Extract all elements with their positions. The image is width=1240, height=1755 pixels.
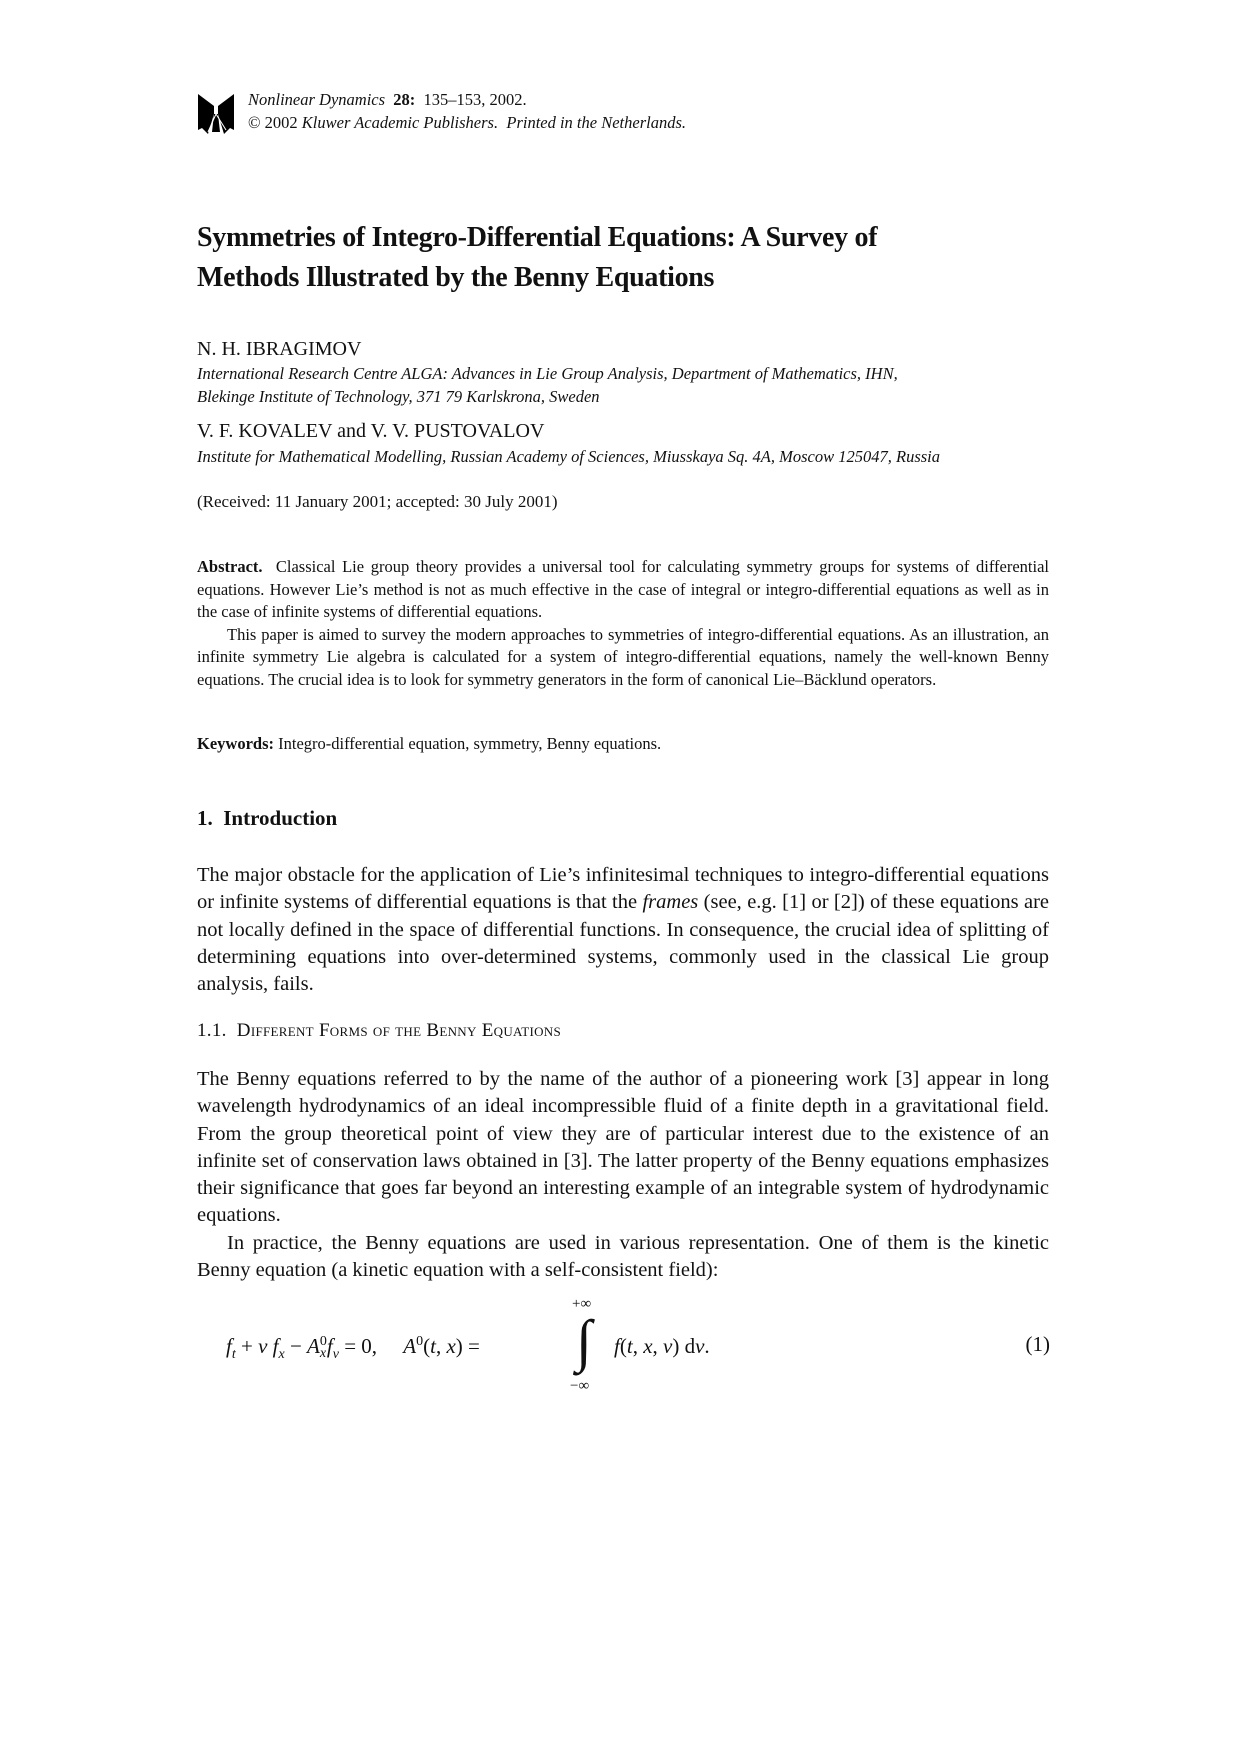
integral-sign-icon: ∫ xyxy=(576,1308,592,1373)
abstract xyxy=(197,556,1049,692)
journal-pages-year: 135–153, 2002. xyxy=(423,90,527,109)
author-1-affiliation: International Research Centre ALGA: Advances in Lie Group Analysis, Department of Mathematics, IHN, Blekinge Institute of Technology, 371 79 Karlskrona, Sweden xyxy=(197,364,898,406)
copyright: © 2002 xyxy=(248,113,298,132)
equation-number: (1) xyxy=(1025,1332,1050,1356)
subsection-paragraph-2: In practice, the Benny equations are used in various representation. One of them is the kinetic Benny equation (a kinetic equation with a self-consistent field): xyxy=(197,1231,1049,1282)
printed-in: Printed in the Netherlands. xyxy=(506,113,687,132)
keywords xyxy=(197,734,661,754)
journal-name: Nonlinear Dynamics xyxy=(248,90,386,109)
abstract-p1: Classical Lie group theory provides a universal tool for calculating symmetry groups for systems of differential equations. However Lie’s method is not as much effective in the case of integral or integro-differential equations as well as in the case of infinite systems of differential equations. xyxy=(197,557,1050,622)
title-line-1: Symmetries of Integro-Differential Equations: A Survey of xyxy=(197,222,878,253)
author-2-name: V. F. KOVALEV and V. V. PUSTOVALOV xyxy=(197,420,545,442)
introduction-paragraph: The major obstacle for the application of Lie’s infinitesimal techniques to integro-differential equations or infinite systems of differential equations is that the frames (see, e.g. [1] or [2]) of these equations are not locally defined in the space of differential functions. In consequence, the crucial idea of splitting of determining equations into over-determined systems, commonly used in the classical Lie group analysis, fails. xyxy=(197,864,1049,996)
abstract-p2: This paper is aimed to survey the modern approaches to symmetries of integro-differential equations. As an illustration, an infinite symmetry Lie algebra is calculated for a system of integro-differential equations, namely the well-known Benny equations. The crucial idea is to look for symmetry generators in the form of canonical Lie–Bäcklund operators. xyxy=(197,624,1049,689)
keywords-label: Keywords: xyxy=(197,734,274,753)
equation-kinetic: $f_t + v$ $f_x - A$ 0 x $f_v = 0$, $A^0(t$, x) = xyxy=(226,1334,480,1363)
section-heading-introduction: 1. Introduction xyxy=(197,806,338,830)
publisher-logo-icon xyxy=(198,92,234,134)
journal-citation xyxy=(248,88,686,134)
emphasis-frames: frames xyxy=(642,891,699,914)
paper-title xyxy=(197,218,1057,298)
received-dates: (Received: 11 January 2001; accepted: 30 July 2001) xyxy=(197,492,558,511)
integral-lower-limit: −∞ xyxy=(570,1378,590,1394)
subsection-paragraph-1: The Benny equations referred to by the name of the author of a pioneering work [3] appear in long wavelength hydrodynamics of an ideal incompressible fluid of a finite depth in a gravitational field. From the group theoretical point of view they are of particular interest due to the existence of an infinite set of conservation laws obtained in [3]. The latter property of the Benny equations emphasizes their significance that goes far beyond an interesting example of an integrable system of hydrodynamic equations. xyxy=(197,1068,1049,1227)
integral-upper-limit: +∞ xyxy=(572,1296,592,1312)
publisher: Kluwer Academic Publishers. xyxy=(301,113,499,132)
subsection-heading: 1.1. Different Forms of the Benny Equations xyxy=(197,1020,562,1041)
author-1-name: N. H. IBRAGIMOV xyxy=(197,338,362,360)
journal-volume: 28: xyxy=(393,90,416,109)
author-2-affiliation: Institute for Mathematical Modelling, Russian Academy of Sciences, Miusskaya Sq. 4A, Moscow 125047, Russia xyxy=(197,447,940,466)
subsection-body xyxy=(197,1066,1049,1284)
equation-integrand: f(t, x, v) dv. xyxy=(614,1334,710,1358)
keywords-text: Integro-differential equation, symmetry, Benny equations. xyxy=(278,734,662,753)
abstract-label: Abstract. xyxy=(197,557,263,576)
title-line-2: Methods Illustrated by the Benny Equations xyxy=(197,262,715,293)
equation-1 xyxy=(226,1296,1056,1396)
